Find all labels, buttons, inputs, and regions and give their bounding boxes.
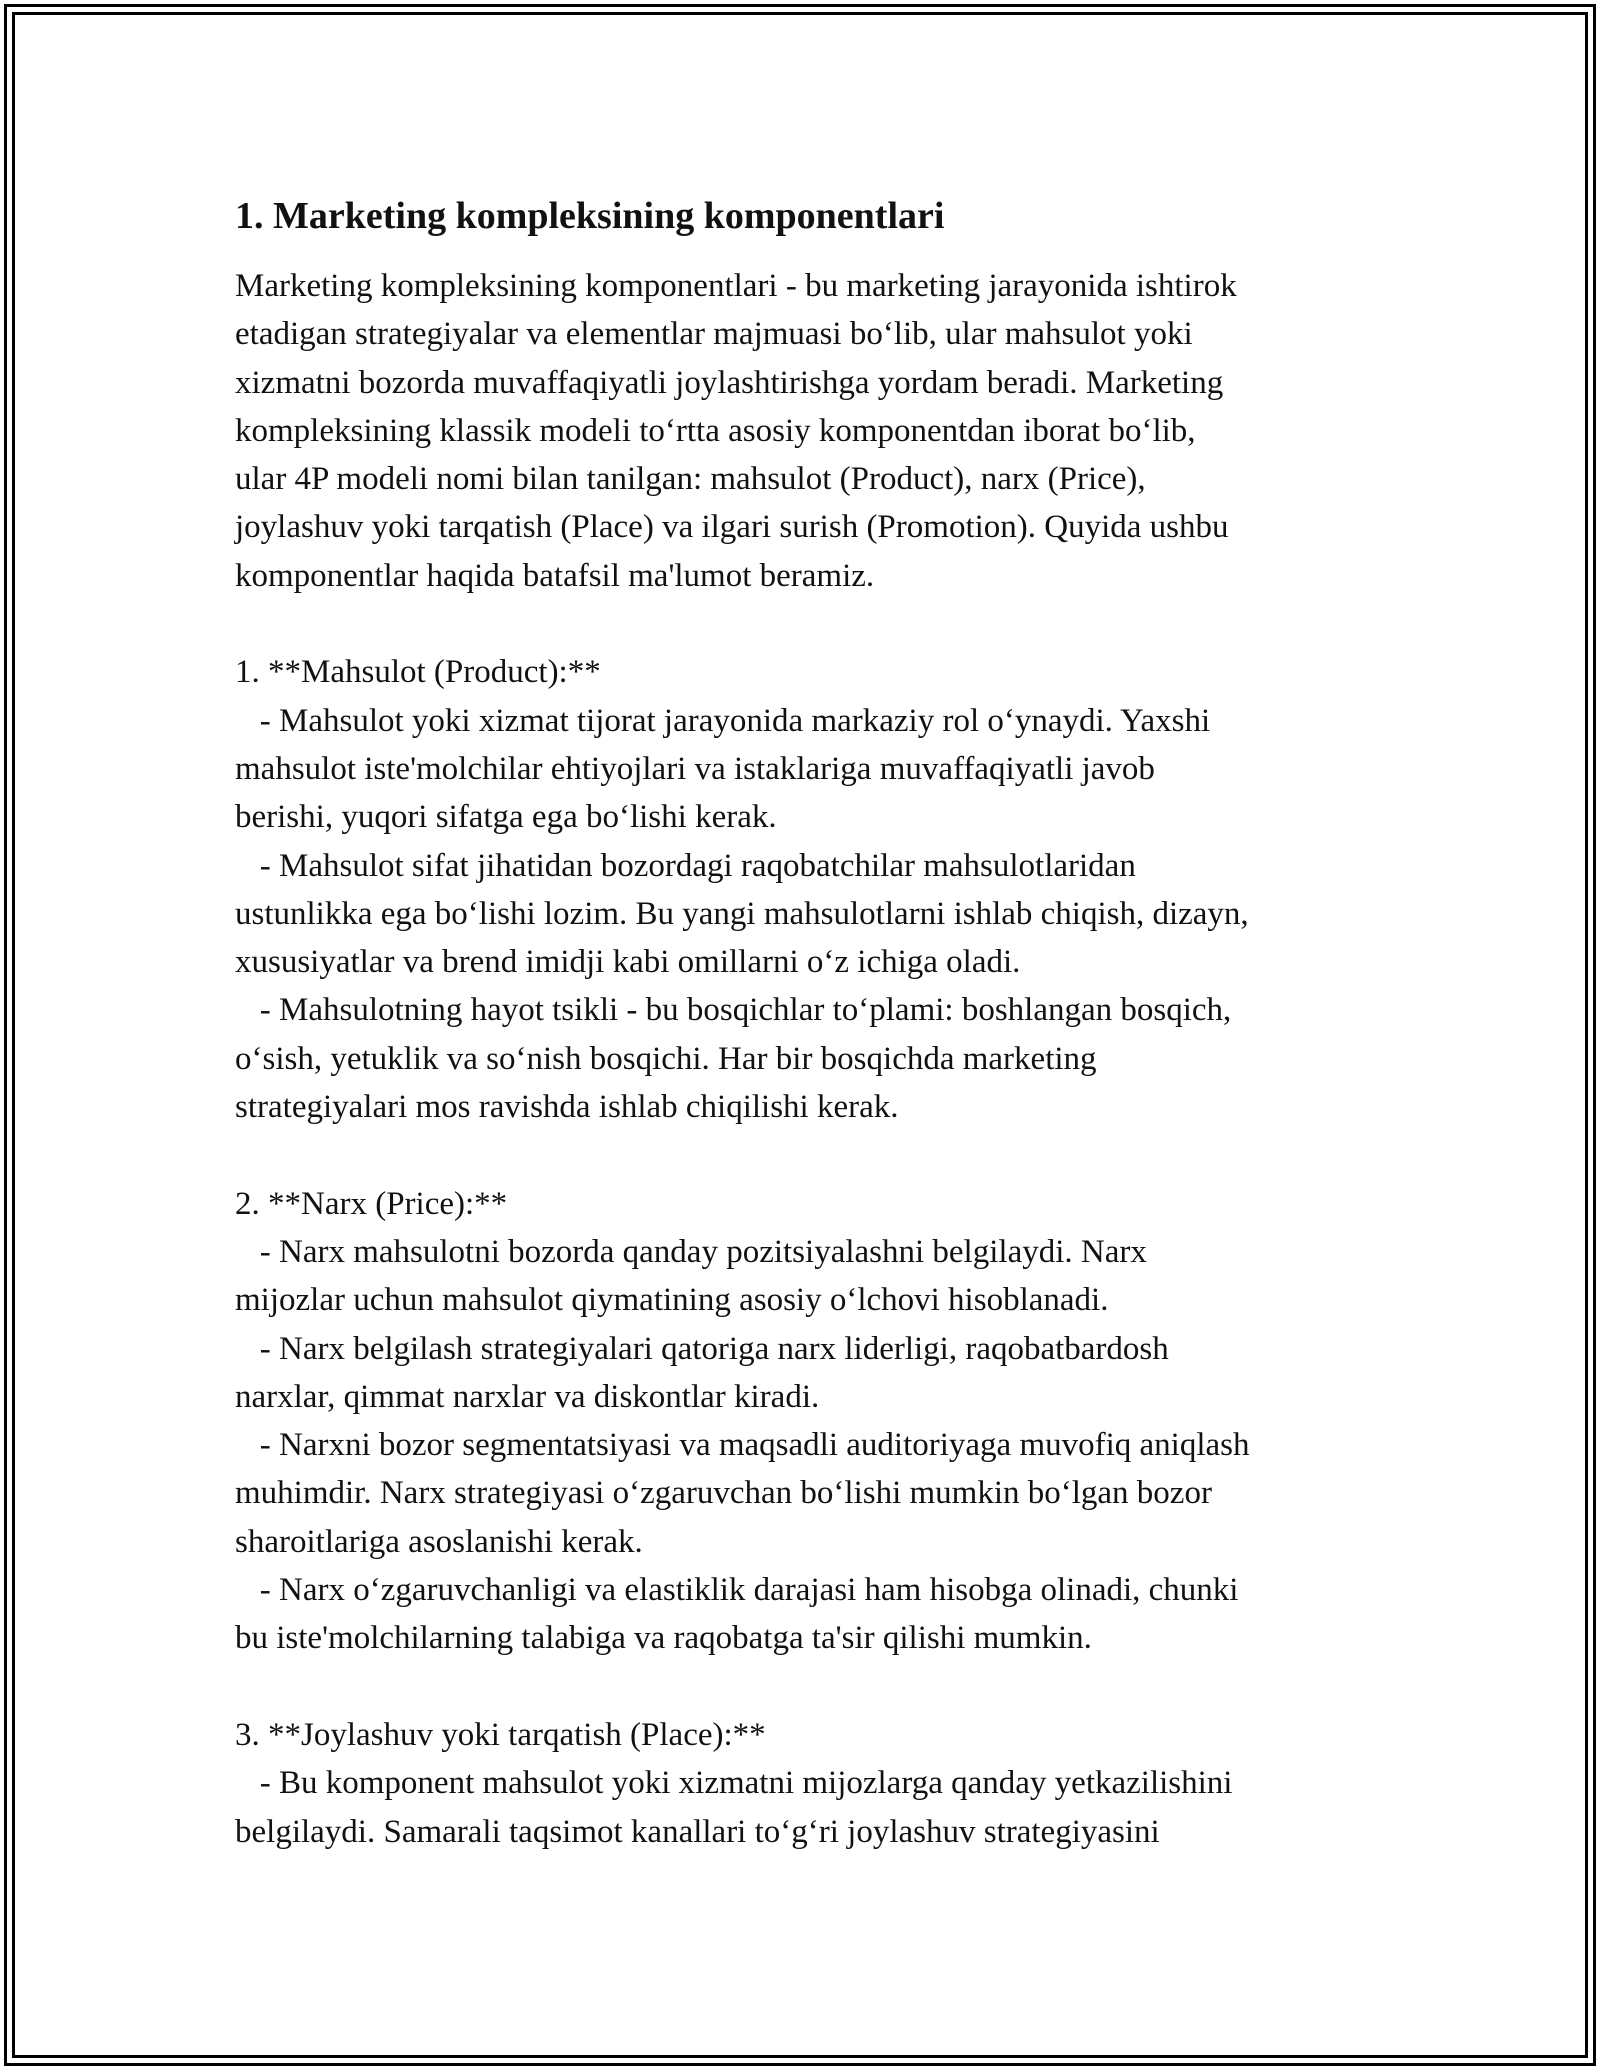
document-body (235, 262, 1375, 1856)
text-line: ustunlikka ega bo‘lishi lozim. Bu yangi mahsulotlarni ishlab chiqish, dizayn, (235, 895, 1249, 932)
text-line: o‘sish, yetuklik va so‘nish bosqichi. Har bir bosqichda marketing (235, 1040, 1097, 1077)
text-line: - Narx belgilash strategiyalari qatoriga narx liderligi, raqobatbardosh (235, 1330, 1169, 1367)
text-line (235, 1663, 1375, 1711)
text-line: - Bu komponent mahsulot yoki xizmatni mijozlarga qanday yetkazilishini (235, 1765, 1233, 1802)
document-title: 1. Marketing kompleksining komponentlari (235, 195, 945, 237)
text-line: xizmatni bozorda muvaffaqiyatli joylashtirishga yordam beradi. Marketing (235, 364, 1224, 401)
text-line: - Mahsulotning hayot tsikli - bu bosqichlar to‘plami: boshlangan bosqich, (235, 992, 1232, 1029)
text-line: - Narxni bozor segmentatsiyasi va maqsadli auditoriyaga muvofiq aniqlash (235, 1427, 1250, 1464)
text-line: xususiyatlar va brend imidji kabi omillarni o‘z ichiga oladi. (235, 944, 1021, 981)
text-line: - Mahsulot yoki xizmat tijorat jarayonida markaziy rol o‘ynaydi. Yaxshi (235, 702, 1211, 739)
text-line: strategiyalari mos ravishda ishlab chiqilishi kerak. (235, 1089, 899, 1126)
text-line (235, 600, 1375, 648)
text-line: mahsulot iste'molchilar ehtiyojlari va istaklariga muvaffaqiyatli javob (235, 750, 1155, 787)
text-line: etadigan strategiyalar va elementlar majmuasi bo‘lib, ular mahsulot yoki (235, 316, 1193, 353)
text-line: berishi, yuqori sifatga ega bo‘lishi kerak. (235, 799, 777, 836)
text-line: narxlar, qimmat narxlar va diskontlar kiradi. (235, 1378, 820, 1415)
text-line: - Narx mahsulotni bozorda qanday pozitsiyalashni belgilaydi. Narx (235, 1233, 1147, 1270)
text-line: Marketing kompleksining komponentlari - bu marketing jarayonida ishtirok (235, 268, 1237, 304)
document-page (235, 190, 1375, 1856)
text-line: sharoitlariga asoslanishi kerak. (235, 1523, 643, 1560)
text-line: muhimdir. Narx strategiyasi o‘zgaruvchan bo‘lishi mumkin bo‘lgan bozor (235, 1475, 1212, 1512)
text-line: belgilaydi. Samarali taqsimot kanallari to‘g‘ri joylashuv strategiyasini (235, 1813, 1160, 1850)
text-line: joylashuv yoki tarqatish (Place) va ilgari surish (Promotion). Quyida ushbu (235, 509, 1229, 546)
text-line: - Mahsulot sifat jihatidan bozordagi raqobatchilar mahsulotlaridan (235, 847, 1136, 884)
text-line: kompleksining klassik modeli to‘rtta asosiy komponentdan iborat bo‘lib, (235, 412, 1196, 449)
text-line: - Narx o‘zgaruvchanligi va elastiklik darajasi ham hisobga olinadi, chunki (235, 1572, 1239, 1609)
text-line: 2. **Narx (Price):** (235, 1185, 508, 1222)
text-line (235, 1131, 1375, 1179)
text-line: ular 4P modeli nomi bilan tanilgan: mahsulot (Product), narx (Price), (235, 461, 1146, 498)
text-line: 1. **Mahsulot (Product):** (235, 654, 601, 691)
text-line: mijozlar uchun mahsulot qiymatining asosiy o‘lchovi hisoblanadi. (235, 1282, 1109, 1319)
text-line: 3. **Joylashuv yoki tarqatish (Place):** (235, 1716, 766, 1753)
text-line: bu iste'molchilarning talabiga va raqobatga ta'sir qilishi mumkin. (235, 1620, 1092, 1657)
text-line: komponentlar haqida batafsil ma'lumot beramiz. (235, 557, 875, 594)
